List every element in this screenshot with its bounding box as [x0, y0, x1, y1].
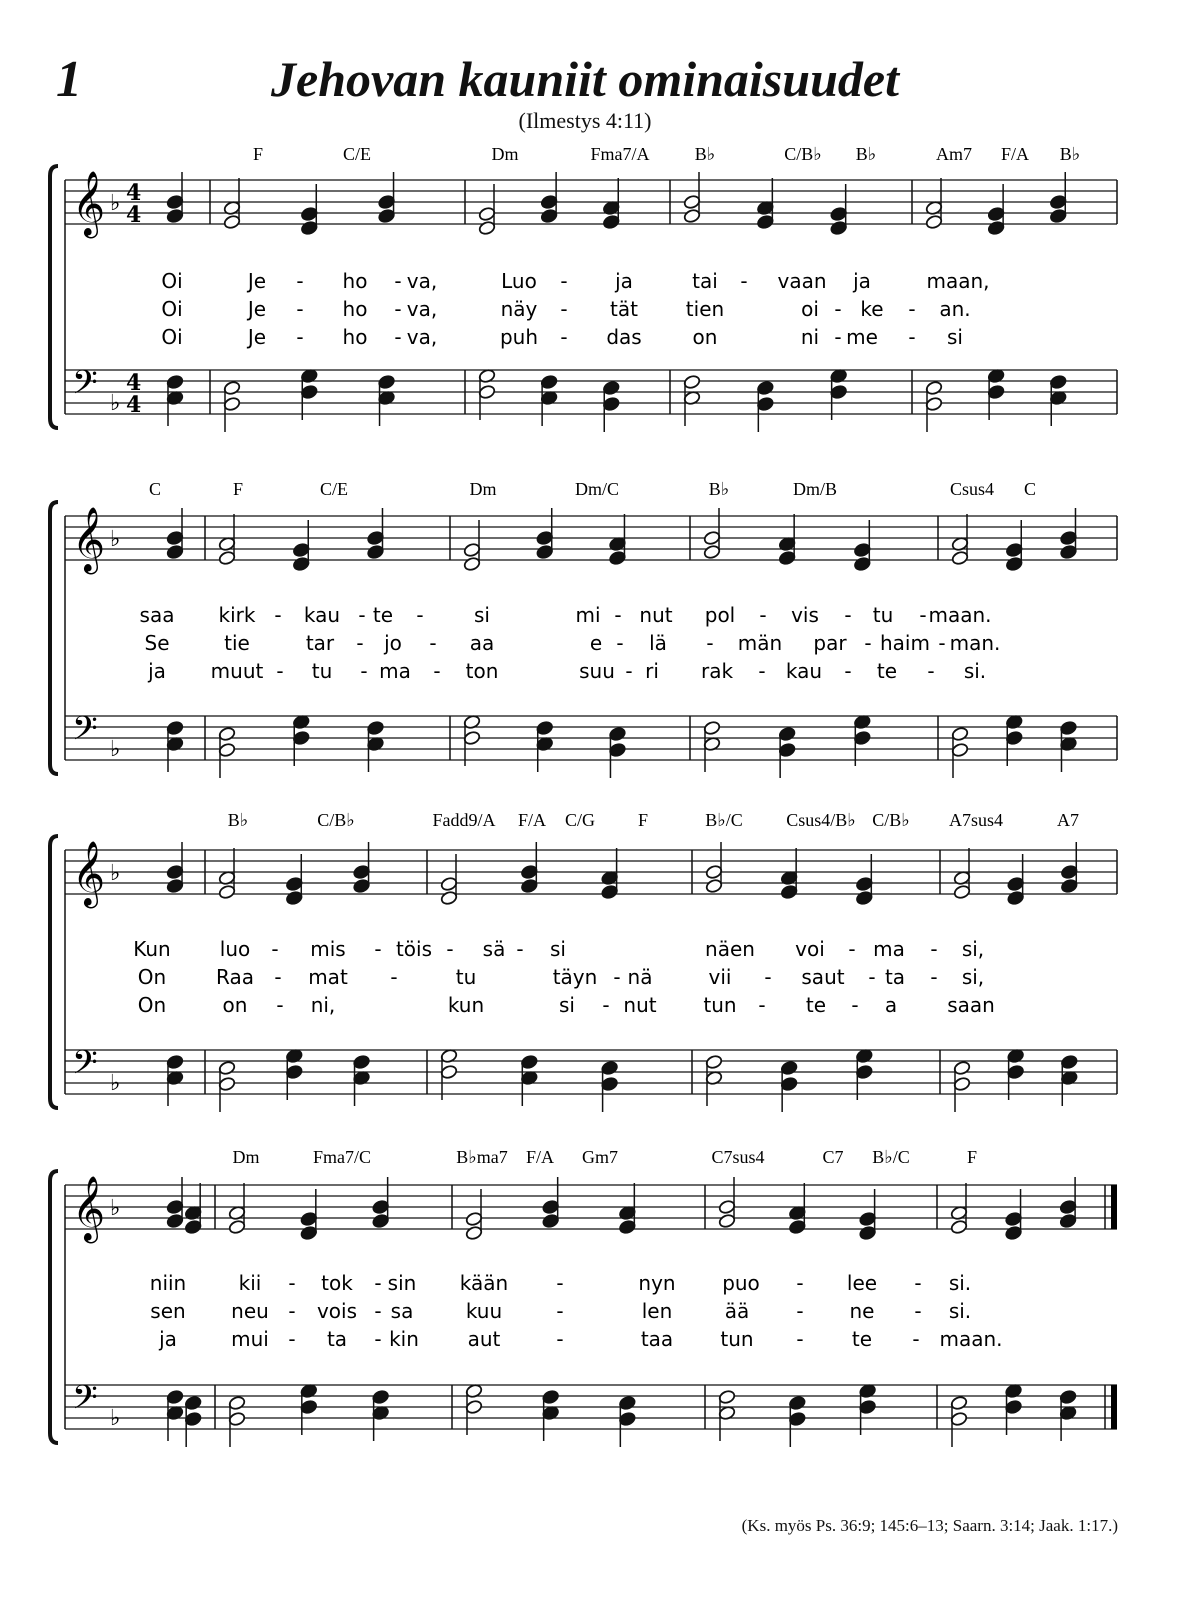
lyric-syllable: -	[374, 937, 382, 961]
lyric-syllable: -	[274, 603, 282, 627]
hymn-number: 1	[56, 51, 82, 108]
lyric-syllable: -	[276, 659, 284, 683]
lyric-syllable: -	[560, 297, 568, 321]
system-bracket	[50, 836, 58, 1108]
lyric-syllable: On	[137, 965, 167, 989]
lyric-syllable: tar	[305, 631, 335, 655]
chord-symbol: Dm/C	[574, 479, 620, 499]
lyric-syllable: sa	[390, 1299, 414, 1323]
lyric-syllable: -	[796, 1271, 804, 1295]
lyric-syllable: kii	[238, 1271, 262, 1295]
lyric-syllable: sä	[482, 937, 506, 961]
lyric-syllable: das	[606, 325, 642, 349]
lyric-syllable: ja	[148, 659, 166, 683]
system-bracket	[50, 166, 58, 428]
lyric-syllable: -	[276, 993, 284, 1017]
lyric-syllable: ho	[342, 297, 368, 321]
lyric-syllable: -	[706, 631, 714, 655]
chord-symbol: B♭	[708, 479, 730, 499]
lyric-syllable: -	[919, 603, 927, 627]
lyric-syllable: oi	[801, 297, 819, 321]
lyric-syllable: kirk	[218, 603, 256, 627]
treble-clef-icon: 𝄞	[72, 1176, 106, 1241]
lyric-syllable: si.	[948, 1299, 972, 1323]
lyric-syllable: luo	[219, 937, 251, 961]
chord-symbol: Dm/B	[792, 479, 838, 499]
lyric-syllable: taa	[640, 1327, 674, 1351]
lyric-syllable: si,	[961, 965, 985, 989]
lyric-syllable: -	[844, 659, 852, 683]
lyric-syllable: -	[394, 269, 402, 293]
lyric-syllable: nut	[623, 993, 657, 1017]
chord-symbol: C7	[822, 1147, 844, 1167]
lyric-syllable: Oi	[161, 325, 183, 349]
lyric-syllable: ta	[884, 965, 906, 989]
lyric-syllable: -	[356, 631, 364, 655]
lyric-syllable: -	[864, 631, 872, 655]
lyric-syllable: tu	[455, 965, 477, 989]
lyric-syllable: on	[222, 993, 248, 1017]
final-barline	[1111, 1385, 1117, 1429]
lyric-syllable: rak	[700, 659, 734, 683]
lyric-syllable: an.	[939, 297, 971, 321]
chord-symbol: F	[232, 479, 244, 499]
lyric-syllable: va,	[406, 325, 438, 349]
lyric-syllable: -	[274, 965, 282, 989]
lyric-syllable: -	[560, 325, 568, 349]
lyric-syllable: lä	[649, 631, 667, 655]
chord-symbol: Am7	[936, 144, 972, 164]
lyric-syllable: -	[556, 1299, 564, 1323]
lyric-syllable: -	[625, 659, 633, 683]
lyric-syllable: tu	[311, 659, 333, 683]
chord-symbol: C/B♭	[317, 810, 355, 830]
final-barline	[1111, 1185, 1117, 1229]
lyric-syllable: -	[446, 937, 454, 961]
lyric-syllable: -	[556, 1327, 564, 1351]
lyric-syllable: puh	[499, 325, 539, 349]
time-signature: 4	[126, 180, 142, 206]
flat-key-icon: ♭	[110, 1071, 121, 1096]
lyric-syllable: va,	[406, 269, 438, 293]
lyric-syllable: män	[737, 631, 783, 655]
lyric-syllable: pol	[704, 603, 736, 627]
lyric-syllable: on	[692, 325, 718, 349]
lyric-syllable: -	[844, 603, 852, 627]
flat-key-icon: ♭	[110, 191, 121, 216]
chord-symbol: B♭	[694, 144, 716, 164]
lyric-syllable: ja	[159, 1327, 177, 1351]
treble-clef-icon: 𝄞	[72, 507, 106, 572]
lyric-syllable: -	[416, 603, 424, 627]
lyric-syllable: e	[589, 631, 603, 655]
lyric-syllable: -	[288, 1327, 296, 1351]
lyric-syllable: -	[764, 965, 772, 989]
chord-symbol: F/A	[525, 1147, 555, 1167]
lyric-syllable: ni	[800, 325, 820, 349]
chord-symbol: Dm	[491, 144, 519, 164]
lyric-syllable: man.	[949, 631, 1001, 655]
bass-clef-icon: 𝄢	[72, 364, 98, 410]
lyric-syllable: sin	[387, 1271, 417, 1295]
system-bracket	[50, 1171, 58, 1443]
lyric-syllable: kuu	[465, 1299, 503, 1323]
lyric-syllable: On	[137, 993, 167, 1017]
lyric-syllable: vaan	[777, 269, 827, 293]
chord-symbol: Dm	[232, 1147, 260, 1167]
chord-symbol: C	[1023, 479, 1037, 499]
chord-symbol: C/G	[564, 810, 596, 830]
lyric-syllable: Oi	[161, 297, 183, 321]
lyric-syllable: Kun	[133, 937, 171, 961]
chord-symbol: F/A	[517, 810, 547, 830]
chord-symbol: B♭	[1059, 144, 1081, 164]
lyric-syllable: tun	[703, 993, 737, 1017]
chord-symbol: B♭/C	[705, 810, 743, 830]
chord-symbol: B♭	[855, 144, 877, 164]
chord-symbol: B♭ma7	[456, 1147, 508, 1167]
lyric-syllable: vois	[316, 1299, 358, 1323]
lyric-syllable: tien	[685, 297, 725, 321]
lyric-syllable: a	[884, 993, 898, 1017]
lyric-syllable: ni,	[310, 993, 336, 1017]
lyric-syllable: -	[560, 269, 568, 293]
lyric-syllable: kau	[303, 603, 341, 627]
chord-symbol: C/E	[319, 479, 349, 499]
system-bracket	[50, 502, 58, 774]
chord-symbol: Csus4/B♭	[786, 810, 856, 830]
time-signature: 4	[126, 202, 142, 228]
chord-symbol: Csus4	[949, 479, 995, 499]
chord-symbol: C7sus4	[711, 1147, 765, 1167]
lyric-syllable: nä	[627, 965, 653, 989]
lyric-syllable: -	[374, 1299, 382, 1323]
lyric-syllable: saa	[139, 603, 175, 627]
lyric-syllable: töis	[395, 937, 433, 961]
lyric-syllable: -	[433, 659, 441, 683]
lyric-syllable: kau	[785, 659, 823, 683]
lyric-syllable: ton	[465, 659, 499, 683]
lyric-syllable: vis	[791, 603, 819, 627]
lyric-syllable: -	[834, 297, 842, 321]
system-3	[50, 810, 1117, 1112]
lyric-syllable: saut	[801, 965, 845, 989]
time-signature: 4	[126, 392, 142, 418]
lyric-syllable: si.	[963, 659, 987, 683]
lyric-syllable: -	[288, 1271, 296, 1295]
treble-staff	[65, 180, 1117, 224]
lyric-syllable: par	[813, 631, 847, 655]
lyric-syllable: -	[613, 965, 621, 989]
chord-symbol: Gm7	[582, 1147, 618, 1167]
chord-symbol: F/A	[1000, 144, 1030, 164]
chord-symbol: C	[148, 479, 162, 499]
lyric-syllable: ri	[645, 659, 659, 683]
lyric-syllable: tu	[872, 603, 894, 627]
flat-key-icon: ♭	[110, 391, 121, 416]
lyric-syllable: ma	[873, 937, 905, 961]
lyric-syllable: -	[796, 1327, 804, 1351]
lyric-syllable: puo	[722, 1271, 760, 1295]
lyric-syllable: tät	[610, 297, 638, 321]
lyric-syllable: tok	[321, 1271, 353, 1295]
lyric-syllable: -	[390, 965, 398, 989]
bass-clef-icon: 𝄢	[72, 1379, 98, 1425]
lyric-syllable: si	[559, 993, 575, 1017]
lyric-syllable: -	[374, 1271, 382, 1295]
lyric-syllable: va,	[406, 297, 438, 321]
system-4	[50, 1147, 1117, 1447]
lyric-syllable: mui	[231, 1327, 269, 1351]
lyric-syllable: -	[908, 325, 916, 349]
lyric-syllable: -	[616, 631, 624, 655]
lyric-syllable: si	[947, 325, 963, 349]
chord-symbol: B♭/C	[872, 1147, 910, 1167]
lyric-syllable: -	[834, 325, 842, 349]
chord-symbol: F	[252, 144, 264, 164]
bass-clef-icon: 𝄢	[72, 710, 98, 756]
chord-symbol: Dm	[469, 479, 497, 499]
lyric-syllable: -	[429, 631, 437, 655]
lyric-syllable: -	[759, 603, 767, 627]
lyric-syllable: me	[846, 325, 878, 349]
lyric-syllable: ma	[379, 659, 411, 683]
lyric-syllable: ja	[615, 269, 633, 293]
lyric-syllable: täyn	[552, 965, 598, 989]
lyric-syllable: -	[930, 937, 938, 961]
lyric-syllable: ää	[724, 1299, 750, 1323]
lyric-syllable: ke	[860, 297, 884, 321]
lyric-syllable: vii	[708, 965, 732, 989]
lyric-syllable: niin	[149, 1271, 187, 1295]
lyric-syllable: maan.	[939, 1327, 1003, 1351]
lyric-syllable: len	[641, 1299, 673, 1323]
lyric-syllable: suu	[579, 659, 615, 683]
lyric-syllable: ne	[849, 1299, 875, 1323]
lyric-syllable: tie	[224, 631, 250, 655]
lyric-syllable: Luo	[501, 269, 537, 293]
lyric-syllable: Oi	[161, 269, 183, 293]
bass-clef-icon: 𝄢	[72, 1044, 98, 1090]
system-1	[50, 144, 1117, 432]
lyric-syllable: -	[271, 937, 279, 961]
lyric-syllable: tun	[720, 1327, 754, 1351]
lyric-syllable: -	[360, 659, 368, 683]
flat-key-icon: ♭	[110, 527, 121, 552]
lyric-syllable: tai	[692, 269, 718, 293]
chord-symbol: C/E	[342, 144, 372, 164]
lyric-syllable: mis	[310, 937, 346, 961]
lyric-syllable: ho	[342, 269, 368, 293]
lyric-syllable: -	[914, 1299, 922, 1323]
lyric-syllable: -	[740, 269, 748, 293]
lyric-syllable: maan,	[926, 269, 990, 293]
lyric-syllable: haim	[880, 631, 930, 655]
lyric-syllable: -	[602, 993, 610, 1017]
lyric-syllable: -	[296, 325, 304, 349]
lyric-syllable: -	[912, 1327, 920, 1351]
lyric-syllable: si	[550, 937, 566, 961]
lyric-syllable: muut	[210, 659, 264, 683]
lyric-syllable: si.	[948, 1271, 972, 1295]
lyric-syllable: ja	[853, 269, 871, 293]
lyric-syllable: aa	[469, 631, 495, 655]
lyric-syllable: kun	[447, 993, 485, 1017]
lyric-syllable: -	[374, 1327, 382, 1351]
time-signature: 4	[126, 370, 142, 396]
lyric-syllable: nyn	[638, 1271, 676, 1295]
lyric-syllable: -	[394, 325, 402, 349]
lyric-syllable: si,	[961, 937, 985, 961]
chord-symbol: F	[966, 1147, 978, 1167]
lyric-syllable: Je	[247, 269, 267, 293]
lyric-syllable: -	[358, 603, 366, 627]
chord-symbol: Fma7/C	[312, 1147, 372, 1167]
flat-key-icon: ♭	[110, 737, 121, 762]
lyric-syllable: ho	[342, 325, 368, 349]
lyric-syllable: lee	[846, 1271, 878, 1295]
lyric-syllable: -	[296, 297, 304, 321]
treble-clef-icon: 𝄞	[72, 171, 106, 236]
lyric-syllable: -	[758, 993, 766, 1017]
scripture-reference: (Ilmestys 4:11)	[518, 108, 652, 133]
lyric-syllable: mat	[308, 965, 348, 989]
system-2	[50, 479, 1117, 778]
chord-symbol: F	[637, 810, 649, 830]
lyric-syllable: aut	[467, 1327, 501, 1351]
chord-symbol: C/B♭	[784, 144, 822, 164]
bass-staff	[65, 370, 1117, 414]
lyric-syllable: mi	[575, 603, 601, 627]
lyric-syllable: neu	[231, 1299, 269, 1323]
lyric-syllable: näy	[500, 297, 538, 321]
flat-key-icon: ♭	[110, 861, 121, 886]
lyric-syllable: jo	[384, 631, 402, 655]
lyric-syllable: sen	[150, 1299, 186, 1323]
lyric-syllable: -	[288, 1299, 296, 1323]
lyric-syllable: -	[614, 603, 622, 627]
lyric-syllable: -	[394, 297, 402, 321]
lyric-syllable: Je	[247, 325, 267, 349]
treble-clef-icon: 𝄞	[72, 841, 106, 906]
lyric-syllable: ta	[326, 1327, 348, 1351]
lyric-syllable: -	[914, 1271, 922, 1295]
lyric-syllable: si	[474, 603, 490, 627]
chord-symbol: A7sus4	[948, 810, 1004, 830]
lyric-syllable: voi	[795, 937, 825, 961]
lyric-syllable: -	[296, 269, 304, 293]
lyric-syllable: -	[848, 937, 856, 961]
flat-key-icon: ♭	[110, 1196, 121, 1221]
lyric-syllable: -	[796, 1299, 804, 1323]
chord-symbol: Fadd9/A	[432, 810, 496, 830]
lyric-syllable: Se	[144, 631, 170, 655]
chord-symbol: Fma7/A	[590, 144, 650, 164]
lyric-syllable: nut	[639, 603, 673, 627]
lyric-syllable: saan	[947, 993, 995, 1017]
lyric-syllable: -	[868, 965, 876, 989]
lyric-syllable: -	[927, 659, 935, 683]
lyric-syllable: Raa	[216, 965, 254, 989]
lyric-syllable: te	[851, 1327, 873, 1351]
lyric-syllable: -	[938, 631, 946, 655]
lyric-syllable: te	[876, 659, 898, 683]
lyric-syllable: näen	[705, 937, 755, 961]
flat-key-icon: ♭	[110, 1406, 121, 1431]
lyric-syllable: te	[372, 603, 394, 627]
chord-symbol: B♭	[227, 810, 249, 830]
footer-references: (Ks. myös Ps. 36:9; 145:6–13; Saarn. 3:14; Jaak. 1:17.)	[741, 1516, 1118, 1535]
lyric-syllable: -	[908, 297, 916, 321]
lyric-syllable: kään	[459, 1271, 509, 1295]
lyric-syllable: kin	[389, 1327, 419, 1351]
hymn-title: Jehovan kauniit ominaisuudet	[271, 51, 899, 107]
lyric-syllable: maan.	[928, 603, 992, 627]
lyric-syllable: -	[851, 993, 859, 1017]
lyric-syllable: -	[930, 965, 938, 989]
chord-symbol: C/B♭	[872, 810, 910, 830]
lyric-syllable: Je	[247, 297, 267, 321]
chord-symbol: A7	[1057, 810, 1079, 830]
lyric-syllable: -	[556, 1271, 564, 1295]
lyric-syllable: te	[805, 993, 827, 1017]
lyric-syllable: -	[516, 937, 524, 961]
lyric-syllable: -	[758, 659, 766, 683]
